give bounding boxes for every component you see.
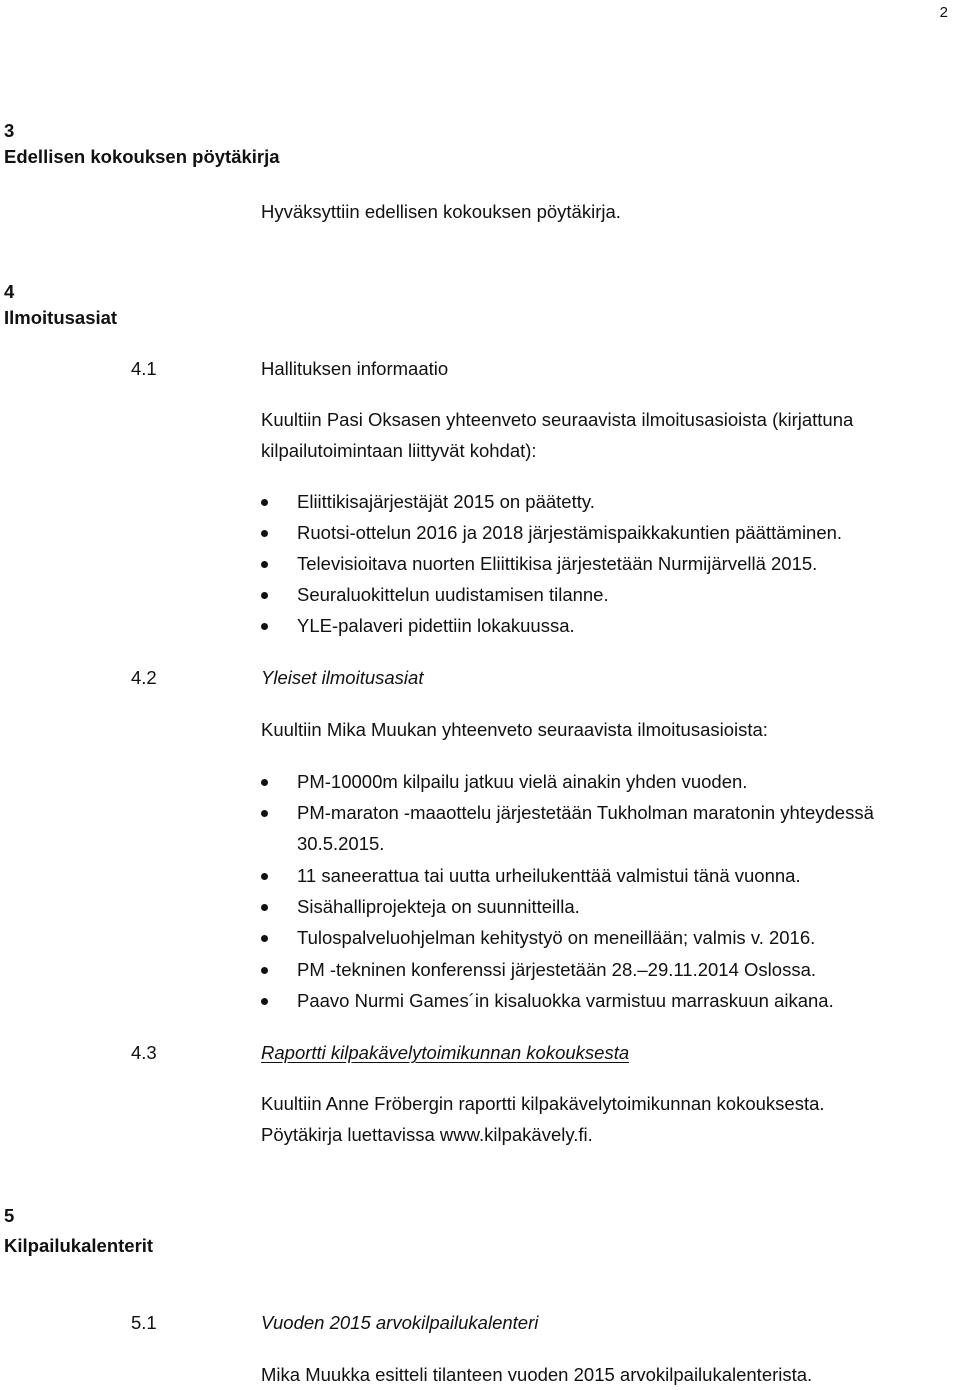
- section-5-number: 5: [4, 1205, 15, 1226]
- section-4-title: Ilmoitusasiat: [4, 307, 118, 328]
- subsection-4-1-intro-line2: kilpailutoimintaan liittyvät kohdat):: [261, 440, 537, 461]
- section-3-title: Edellisen kokouksen pöytäkirja: [4, 146, 280, 167]
- subsection-4-2-number: 4.2: [131, 667, 157, 688]
- bullet-icon: [261, 935, 268, 942]
- bullet-icon: [261, 779, 268, 786]
- subsection-4-3-title: Raportti kilpakävelytoimikunnan kokouksesta: [261, 1042, 630, 1063]
- list-item: Ruotsi-ottelun 2016 ja 2018 järjestämispaikkakuntien päättäminen.: [297, 522, 843, 543]
- list-item: Eliittikisajärjestäjät 2015 on päätetty.: [297, 491, 595, 512]
- bullet-icon: [261, 904, 268, 911]
- subsection-4-3-text-line2: Pöytäkirja luettavissa www.kilpakävely.fi.: [261, 1124, 593, 1145]
- list-item: Televisioitava nuorten Eliittikisa järjestetään Nurmijärvellä 2015.: [297, 553, 818, 574]
- subsection-4-1-number: 4.1: [131, 358, 157, 379]
- subsection-4-2-intro: Kuultiin Mika Muukan yhteenveto seuraavista ilmoitusasioista:: [261, 719, 768, 740]
- list-item: Seuraluokittelun uudistamisen tilanne.: [297, 584, 609, 605]
- subsection-5-1-text: Mika Muukka esitteli tilanteen vuoden 2015 arvokilpailukalenterista.: [261, 1364, 813, 1385]
- list-item: Sisähalliprojekteja on suunnitteilla.: [297, 896, 580, 917]
- bullet-icon: [261, 499, 268, 506]
- bullet-icon: [261, 592, 268, 599]
- list-item: Tulospalveluohjelman kehitystyö on meneillään; valmis v. 2016.: [297, 927, 816, 948]
- bullet-icon: [261, 810, 268, 817]
- bullet-icon: [261, 623, 268, 630]
- subsection-4-1-title: Hallituksen informaatio: [261, 358, 449, 379]
- subsection-5-1-number: 5.1: [131, 1312, 157, 1333]
- section-5-title: Kilpailukalenterit: [4, 1235, 154, 1256]
- list-item: Paavo Nurmi Games´in kisaluokka varmistuu marraskuun aikana.: [297, 990, 834, 1011]
- section-3-text: Hyväksyttiin edellisen kokouksen pöytäkirja.: [261, 201, 621, 222]
- list-item: PM-10000m kilpailu jatkuu vielä ainakin yhden vuoden.: [297, 771, 748, 792]
- bullet-icon: [261, 530, 268, 537]
- page-number: 2: [939, 4, 948, 21]
- bullet-icon: [261, 561, 268, 568]
- list-item-continuation: 30.5.2015.: [297, 833, 385, 854]
- bullet-icon: [261, 873, 268, 880]
- bullet-icon: [261, 967, 268, 974]
- bullet-icon: [261, 998, 268, 1005]
- section-4-number: 4: [4, 281, 15, 302]
- subsection-4-1-intro-line1: Kuultiin Pasi Oksasen yhteenveto seuraavista ilmoitusasioista (kirjattuna: [261, 409, 854, 430]
- section-3-number: 3: [4, 120, 15, 141]
- list-item: PM-maraton -maaottelu järjestetään Tukholman maratonin yhteydessä: [297, 802, 874, 823]
- list-item: YLE-palaveri pidettiin lokakuussa.: [297, 615, 575, 636]
- subsection-4-3-number: 4.3: [131, 1042, 157, 1063]
- subsection-4-3-text-line1: Kuultiin Anne Fröbergin raportti kilpakävelytoimikunnan kokouksesta.: [261, 1093, 825, 1114]
- list-item: 11 saneerattua tai uutta urheilukenttää valmistui tänä vuonna.: [297, 865, 801, 886]
- subsection-5-1-title: Vuoden 2015 arvokilpailukalenteri: [261, 1312, 539, 1333]
- list-item: PM -tekninen konferenssi järjestetään 28.–29.11.2014 Oslossa.: [297, 959, 816, 980]
- subsection-4-2-title: Yleiset ilmoitusasiat: [261, 667, 424, 688]
